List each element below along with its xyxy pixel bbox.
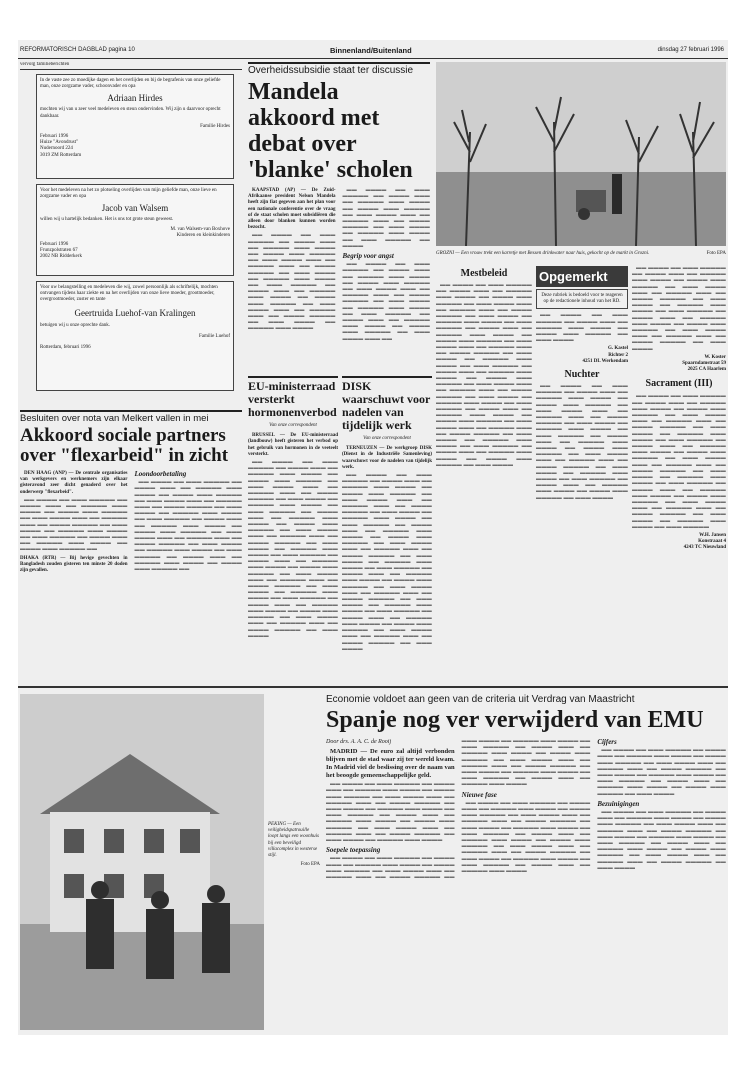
body-text: ▬▬ ▬▬▬▬ ▬▬ ▬▬▬ ▬▬▬▬▬ ▬▬ ▬▬▬▬ ▬▬▬ ▬▬ ▬▬▬▬▬ ▬▬▬ ▬▬▬▬ ▬▬ ▬▬▬▬ ▬▬▬ ▬▬▬▬▬ ▬▬ ▬▬▬ ▬▬▬▬ ▬▬▬ ▬▬ ▬▬▬▬▬ ▬▬▬ ▬▬ ▬▬▬▬ ▬▬▬▬▬ ▬▬ ▬▬▬ ▬▬▬▬ ▬▬ ▬▬▬▬▬ ▬▬▬ ▬▬▬▬ ▬▬ ▬▬▬ ▬▬▬▬▬ ▬▬ ▬▬▬▬ ▬▬▬ ▬▬ ▬▬▬▬▬ ▬▬▬ ▬▬▬▬ ▬▬ ▬▬▬▬ ▬▬▬ ▬▬▬▬▬ ▬▬ ▬▬▬ ▬▬▬▬ ▬▬▬ ▬▬ ▬▬▬▬▬ ▬▬▬ ▬▬ ▬▬▬▬ ▬▬▬▬▬ ▬▬ ▬▬▬ ▬▬▬▬ ▬▬ ▬▬▬▬▬ ▬▬▬ ▬▬▬▬ ▬▬ ▬▬▬ ▬▬▬▬▬ ▬▬ ▬▬▬▬ ▬▬▬ ▬▬ ▬▬▬▬▬ ▬▬▬ ▬▬▬▬ ▬▬ ▬▬▬▬ ▬▬▬ ▬▬▬▬▬ ▬▬ ▬▬▬ ▬▬▬▬ ▬▬▬ ▬▬ ▬▬▬▬▬ ▬▬▬ ▬▬ ▬▬▬▬ ▬▬▬▬▬ ▬▬ ▬▬▬ ▬▬▬▬ ▬▬ ▬▬▬▬▬ ▬▬▬ ▬▬▬▬ ▬▬ ▬▬▬ ▬▬▬▬▬ ▬▬ ▬▬▬▬ ▬▬▬ ▬▬ ▬▬▬▬▬ ▬▬▬ ▬▬▬▬ ▬▬ ▬▬▬▬ ▬▬▬ ▬▬▬▬▬ ▬▬ ▬▬▬ ▬▬▬▬ ▬▬▬ ▬▬ ▬▬▬▬▬ ▬▬▬ ▬▬ ▬▬▬▬ ▬▬▬▬▬ ▬▬ ▬▬▬ ▬▬▬▬	[342, 473, 432, 652]
article-melkert	[20, 410, 242, 680]
article-kicker: Besluiten over nota van Melkert vallen in mei	[20, 410, 242, 424]
letter-sign: G. Kastel Richter 2 4251 DL Werkendam	[582, 346, 628, 364]
photo-grozni	[436, 62, 726, 260]
photo-caption	[268, 822, 320, 868]
letter-sign: W.H. Jansen Konstraaat 4 4243 TC Nieuwland	[683, 532, 726, 551]
article-subheading: Soepele toepassing	[326, 846, 381, 855]
deceased-name: Geertruida Luehof-van Kralingen	[74, 307, 196, 318]
letter-title: Nuchter	[564, 369, 600, 381]
page-header	[18, 40, 728, 59]
letter-body	[436, 283, 532, 469]
article-emu	[326, 694, 726, 1030]
body-text: ▬▬ ▬▬▬▬ ▬▬ ▬▬▬ ▬▬▬▬▬ ▬▬ ▬▬▬▬ ▬▬▬ ▬▬ ▬▬▬▬▬ ▬▬▬ ▬▬▬▬ ▬▬ ▬▬▬▬ ▬▬▬ ▬▬▬▬▬ ▬▬ ▬▬▬ ▬▬▬▬ ▬▬▬ ▬▬ ▬▬▬▬▬ ▬▬▬ ▬▬ ▬▬▬▬ ▬▬▬▬▬ ▬▬ ▬▬▬ ▬▬▬▬ ▬▬ ▬▬▬▬▬ ▬▬▬ ▬▬▬▬ ▬▬ ▬▬▬ ▬▬▬▬▬ ▬▬ ▬▬▬▬ ▬▬▬ ▬▬ ▬▬▬▬▬ ▬▬▬ ▬▬▬▬ ▬▬ ▬▬▬▬ ▬▬▬ ▬▬▬▬▬ ▬▬ ▬▬▬ ▬▬▬▬ ▬▬▬ ▬▬ ▬▬▬▬▬ ▬▬▬ ▬▬ ▬▬▬▬ ▬▬▬▬▬ ▬▬ ▬▬▬ ▬▬▬▬ ▬▬ ▬▬▬▬▬ ▬▬▬ ▬▬▬▬ ▬▬ ▬▬▬ ▬▬▬▬▬ ▬▬ ▬▬▬▬ ▬▬▬ ▬▬ ▬▬▬▬▬ ▬▬▬ ▬▬▬▬ ▬▬ ▬▬▬▬ ▬▬▬ ▬▬▬▬▬ ▬▬ ▬▬▬ ▬▬▬▬ ▬▬▬ ▬▬ ▬▬▬▬▬ ▬▬▬ ▬▬ ▬▬▬▬ ▬▬▬▬▬ ▬▬ ▬▬▬ ▬▬▬▬ ▬▬ ▬▬▬▬▬ ▬▬▬ ▬▬▬▬ ▬▬ ▬▬▬ ▬▬▬▬▬ ▬▬ ▬▬▬▬ ▬▬▬ ▬▬ ▬▬▬▬▬ ▬▬▬ ▬▬▬▬ ▬▬ ▬▬▬▬ ▬▬▬ ▬▬▬▬▬ ▬▬ ▬▬▬ ▬▬▬▬ ▬▬▬ ▬▬ ▬▬▬▬▬ ▬▬▬ ▬▬ ▬▬▬▬ ▬▬▬▬▬ ▬▬ ▬▬▬ ▬▬▬▬	[248, 460, 338, 639]
body-text: ▬▬ ▬▬▬▬ ▬▬ ▬▬▬ ▬▬▬▬▬ ▬▬ ▬▬▬▬ ▬▬▬ ▬▬ ▬▬▬▬▬ ▬▬▬ ▬▬▬▬ ▬▬ ▬▬▬▬ ▬▬▬ ▬▬▬▬▬ ▬▬ ▬▬▬ ▬▬▬▬ ▬▬▬ ▬▬ ▬▬▬▬▬ ▬▬▬ ▬▬ ▬▬▬▬ ▬▬▬▬▬ ▬▬ ▬▬▬ ▬▬▬▬ ▬▬ ▬▬▬▬▬ ▬▬▬ ▬▬▬▬ ▬▬ ▬▬▬ ▬▬▬▬▬ ▬▬ ▬▬▬▬ ▬▬▬ ▬▬ ▬▬▬▬▬ ▬▬▬ ▬▬▬▬ ▬▬ ▬▬▬▬ ▬▬▬ ▬▬▬▬▬ ▬▬ ▬▬▬ ▬▬▬▬ ▬▬▬ ▬▬ ▬▬▬▬▬ ▬▬▬ ▬▬ ▬▬▬▬ ▬▬▬▬▬ ▬▬ ▬▬▬ ▬▬▬▬ ▬▬ ▬▬▬▬▬ ▬▬▬ ▬▬▬▬ ▬▬ ▬▬▬ ▬▬▬▬▬ ▬▬ ▬▬▬▬ ▬▬▬ ▬▬ ▬▬▬▬▬ ▬▬▬ ▬▬▬▬ ▬▬ ▬▬▬▬ ▬▬▬ ▬▬▬▬▬ ▬▬ ▬▬▬ ▬▬▬▬	[536, 384, 628, 501]
letter-title: Mestbeleid	[460, 268, 508, 279]
family-notices	[20, 62, 242, 402]
body-text: ▬▬ ▬▬▬▬ ▬▬ ▬▬▬ ▬▬▬▬▬ ▬▬ ▬▬▬▬ ▬▬▬ ▬▬ ▬▬▬▬▬ ▬▬▬ ▬▬▬▬ ▬▬ ▬▬▬▬ ▬▬▬ ▬▬▬▬▬ ▬▬ ▬▬▬ ▬▬▬▬ ▬▬▬ ▬▬ ▬▬▬▬▬ ▬▬▬ ▬▬ ▬▬▬▬ ▬▬▬▬▬ ▬▬ ▬▬▬ ▬▬▬▬ ▬▬ ▬▬▬▬▬ ▬▬▬ ▬▬▬▬ ▬▬ ▬▬▬ ▬▬▬▬▬ ▬▬ ▬▬▬▬ ▬▬▬ ▬▬ ▬▬▬▬▬ ▬▬▬ ▬▬▬▬ ▬▬ ▬▬▬▬ ▬▬▬ ▬▬▬▬▬ ▬▬ ▬▬▬ ▬▬▬▬ ▬▬▬ ▬▬ ▬▬▬▬▬ ▬▬▬ ▬▬ ▬▬▬▬ ▬▬▬▬▬ ▬▬ ▬▬▬ ▬▬▬▬ ▬▬ ▬▬▬▬▬ ▬▬▬ ▬▬▬▬ ▬▬ ▬▬▬ ▬▬▬▬▬ ▬▬ ▬▬▬▬ ▬▬▬ ▬▬ ▬▬▬▬▬ ▬▬▬ ▬▬▬▬ ▬▬ ▬▬▬▬ ▬▬▬ ▬▬▬▬▬ ▬▬	[134, 480, 242, 573]
notice-text: Voor het medeleven na het zo plotseling overlijden van mijn geliefde man, onze lieve en zorgzame vader en opa	[40, 188, 217, 200]
notice-hirdes	[36, 74, 234, 179]
letter-sign: W. Koster Spaarndamstraat 59 2025 CA Haarlem	[682, 354, 726, 373]
letter-body	[632, 394, 726, 551]
article-body	[248, 433, 338, 640]
notice-address: Rotterdam, februari 1996	[40, 345, 91, 351]
byline: Van onze correspondent	[269, 423, 317, 428]
notice-thanks: mochten wij van u zeer veel medeleven en steun ondervinden. Wij zijn u daarvoor oprecht dankbaar.	[40, 107, 221, 119]
body-text: ▬▬ ▬▬▬▬ ▬▬ ▬▬▬ ▬▬▬▬▬ ▬▬ ▬▬▬▬ ▬▬▬ ▬▬ ▬▬▬▬▬ ▬▬▬ ▬▬▬▬ ▬▬ ▬▬▬▬ ▬▬▬ ▬▬▬▬▬ ▬▬ ▬▬▬ ▬▬▬▬ ▬▬▬ ▬▬ ▬▬▬▬▬ ▬▬▬ ▬▬ ▬▬▬▬ ▬▬▬▬▬ ▬▬ ▬▬▬ ▬▬▬▬ ▬▬ ▬▬▬▬▬ ▬▬▬ ▬▬▬▬ ▬▬ ▬▬▬ ▬▬▬▬▬ ▬▬ ▬▬▬▬ ▬▬▬ ▬▬ ▬▬▬▬▬ ▬▬▬ ▬▬▬▬ ▬▬ ▬▬▬▬ ▬▬▬ ▬▬▬▬▬ ▬▬	[20, 497, 128, 553]
body-text: ▬▬ ▬▬▬▬ ▬▬ ▬▬▬ ▬▬▬▬▬ ▬▬ ▬▬▬▬ ▬▬▬ ▬▬ ▬▬▬▬▬ ▬▬▬ ▬▬▬▬ ▬▬ ▬▬▬▬ ▬▬▬ ▬▬▬▬▬ ▬▬ ▬▬▬ ▬▬▬▬ ▬▬▬ ▬▬ ▬▬▬▬▬ ▬▬▬ ▬▬ ▬▬▬▬ ▬▬▬▬▬ ▬▬ ▬▬▬ ▬▬▬▬ ▬▬ ▬▬▬▬▬ ▬▬▬ ▬▬▬▬ ▬▬ ▬▬▬ ▬▬▬▬▬ ▬▬ ▬▬▬▬	[342, 188, 430, 249]
caption-text: PEKING — Een veiligheidspatrouille loopt langs een woonhuis bij een beveiligd villacomplex in westerse stijl.	[268, 822, 319, 859]
article-lead: DEN HAAG (ANP) — De centrale organisaties van werkgevers en werknemers zijn elkaar gisteravond zeer dicht genaderd over het onderwerp "flexarbeid".	[20, 471, 128, 495]
notice-sign: Familie Hirdes	[200, 123, 230, 129]
body-text: ▬▬ ▬▬▬▬ ▬▬ ▬▬▬ ▬▬▬▬▬ ▬▬ ▬▬▬▬ ▬▬▬ ▬▬ ▬▬▬▬▬ ▬▬▬ ▬▬▬▬ ▬▬ ▬▬▬▬ ▬▬▬ ▬▬▬▬▬ ▬▬ ▬▬▬ ▬▬▬▬ ▬▬▬ ▬▬ ▬▬▬▬▬ ▬▬▬ ▬▬ ▬▬▬▬ ▬▬▬▬▬ ▬▬ ▬▬▬ ▬▬▬▬ ▬▬ ▬▬▬▬▬ ▬▬▬ ▬▬▬▬ ▬▬ ▬▬▬ ▬▬▬▬▬ ▬▬ ▬▬▬▬ ▬▬▬ ▬▬ ▬▬▬▬▬ ▬▬▬ ▬▬▬▬ ▬▬ ▬▬▬▬ ▬▬▬ ▬▬▬▬▬ ▬▬ ▬▬▬ ▬▬▬▬ ▬▬▬ ▬▬	[342, 262, 430, 342]
letter-body	[632, 266, 726, 373]
letter-mestbeleid	[436, 266, 532, 680]
article-headline: Akkoord sociale partners over "flexarbeid" in zicht	[20, 425, 229, 466]
body-text: ▬▬ ▬▬▬▬ ▬▬ ▬▬▬ ▬▬▬▬▬ ▬▬ ▬▬▬▬ ▬▬▬ ▬▬ ▬▬▬▬▬ ▬▬▬ ▬▬▬▬ ▬▬ ▬▬▬▬ ▬▬▬ ▬▬▬▬▬ ▬▬ ▬▬▬ ▬▬▬▬ ▬▬▬ ▬▬ ▬▬▬▬▬ ▬▬▬ ▬▬ ▬▬▬▬ ▬▬▬▬▬ ▬▬ ▬▬▬ ▬▬▬▬ ▬▬ ▬▬▬▬▬ ▬▬▬ ▬▬▬▬ ▬▬ ▬▬▬ ▬▬▬▬▬ ▬▬ ▬▬▬▬ ▬▬▬ ▬▬ ▬▬▬▬▬ ▬▬▬ ▬▬▬▬ ▬▬ ▬▬▬▬ ▬▬▬ ▬▬▬▬▬ ▬▬ ▬▬▬ ▬▬▬▬ ▬▬▬ ▬▬ ▬▬▬▬▬ ▬▬▬ ▬▬ ▬▬▬▬ ▬▬▬▬▬ ▬▬ ▬▬▬ ▬▬▬▬	[632, 266, 726, 352]
article-body	[248, 188, 430, 372]
notice-text: In de vaste zee zo moedijke dagen en het overlijden en bij de begrafenis van onze geliefde man, onze zorgzame vader, schoonvader en opa	[40, 78, 221, 90]
notice-sign: M. van Walsem-van Boxhove Kinderen en kleinkinderen	[170, 226, 230, 238]
letter-title: Sacrament (III)	[645, 378, 713, 390]
article-kicker: Economie voldoet aan geen van de criteria uit Verdrag van Maastricht	[326, 694, 635, 705]
opgemerkt-box	[536, 266, 628, 287]
paper-name: REFORMATORISCH DAGBLAD pagina 10	[20, 47, 135, 53]
article-mandela	[248, 62, 430, 372]
article-body	[20, 471, 242, 676]
body-text: ▬▬ ▬▬▬▬ ▬▬ ▬▬▬ ▬▬▬▬▬ ▬▬ ▬▬▬▬ ▬▬▬ ▬▬ ▬▬▬▬▬ ▬▬▬ ▬▬▬▬ ▬▬ ▬▬▬▬ ▬▬▬ ▬▬▬▬▬ ▬▬ ▬▬▬ ▬▬▬▬ ▬▬▬ ▬▬ ▬▬▬▬▬ ▬▬▬ ▬▬ ▬▬▬▬ ▬▬▬▬▬ ▬▬ ▬▬▬ ▬▬▬▬ ▬▬ ▬▬▬▬▬ ▬▬▬ ▬▬▬▬ ▬▬ ▬▬▬ ▬▬▬▬▬ ▬▬ ▬▬▬▬ ▬▬▬ ▬▬ ▬▬▬▬▬ ▬▬▬ ▬▬▬▬ ▬▬ ▬▬▬▬ ▬▬▬ ▬▬▬▬▬ ▬▬ ▬▬▬ ▬▬▬▬	[597, 748, 726, 797]
letter-body	[536, 313, 628, 365]
article-lead: BRUSSEL — De EU-ministerraad (landbouw) heeft gisteren het verbod op het gebruik van hormonen in de veeteelt versterkt.	[248, 433, 338, 457]
opgemerkt-title: Opgemerkt	[539, 269, 608, 284]
article-subheading: Bezuinigingen	[597, 799, 640, 808]
article-lead: KAAPSTAD (AP) — De Zuid-Afrikaanse president Nelson Mandela heeft zijn fiat gegeven aan het plan voor een nationale conferentie over de vraag of de staat scholen moet subsidiëren die alleen door blanken kunnen worden bezocht.	[248, 188, 336, 231]
article-subheading: Cijfers	[597, 738, 617, 746]
article-headline: Mandela akkoord met debat over 'blanke' scholen	[248, 79, 413, 183]
news-brief: DHAKA (RTR) — Bij hevige gevechten in Bangladesh zouden gisteren ten minste 20 doden zijn gevallen.	[20, 555, 128, 574]
article-headline: DISK waarschuwt voor nadelen van tijdelijk werk	[342, 376, 432, 432]
notice-luehof	[36, 281, 234, 391]
body-text: ▬▬ ▬▬▬▬ ▬▬ ▬▬▬ ▬▬▬▬▬ ▬▬ ▬▬▬▬ ▬▬▬ ▬▬ ▬▬▬▬▬ ▬▬▬ ▬▬▬▬ ▬▬ ▬▬▬▬ ▬▬▬ ▬▬▬▬▬ ▬▬ ▬▬▬ ▬▬▬▬ ▬▬▬ ▬▬ ▬▬▬▬▬ ▬▬▬ ▬▬ ▬▬▬▬ ▬▬▬▬▬ ▬▬ ▬▬▬ ▬▬▬▬ ▬▬ ▬▬▬▬▬ ▬▬▬ ▬▬▬▬ ▬▬ ▬▬▬ ▬▬▬▬▬ ▬▬ ▬▬▬▬ ▬▬▬ ▬▬ ▬▬▬▬▬ ▬▬▬ ▬▬▬▬ ▬▬ ▬▬▬▬ ▬▬▬ ▬▬▬▬▬ ▬▬ ▬▬▬ ▬▬▬▬ ▬▬▬ ▬▬ ▬▬▬▬▬ ▬▬▬ ▬▬ ▬▬▬▬ ▬▬▬▬▬ ▬▬ ▬▬▬ ▬▬▬▬ ▬▬ ▬▬▬▬▬ ▬▬▬ ▬▬▬▬ ▬▬ ▬▬▬ ▬▬▬▬▬ ▬▬ ▬▬▬▬ ▬▬▬ ▬▬ ▬▬▬▬▬ ▬▬▬ ▬▬▬▬ ▬▬ ▬▬▬▬ ▬▬▬ ▬▬▬▬▬ ▬▬ ▬▬▬ ▬▬▬▬ ▬▬▬ ▬▬ ▬▬▬▬▬ ▬▬▬ ▬▬ ▬▬▬▬ ▬▬▬▬▬ ▬▬ ▬▬▬ ▬▬▬▬ ▬▬ ▬▬▬▬▬ ▬▬▬ ▬▬▬▬ ▬▬ ▬▬▬ ▬▬▬▬▬ ▬▬ ▬▬▬▬ ▬▬▬ ▬▬ ▬▬▬▬▬ ▬▬▬ ▬▬▬▬ ▬▬ ▬▬▬▬ ▬▬▬ ▬▬▬▬▬ ▬▬ ▬▬▬ ▬▬▬▬ ▬▬▬ ▬▬ ▬▬▬▬▬ ▬▬▬ ▬▬ ▬▬▬▬ ▬▬▬▬▬ ▬▬ ▬▬▬ ▬▬▬▬ ▬▬ ▬▬▬▬▬ ▬▬▬ ▬▬▬▬ ▬▬ ▬▬▬ ▬▬▬▬▬ ▬▬ ▬▬▬▬ ▬▬▬ ▬▬ ▬▬▬▬▬ ▬▬▬ ▬▬▬▬ ▬▬ ▬▬▬▬ ▬▬▬ ▬▬▬▬▬ ▬▬ ▬▬▬ ▬▬▬▬	[436, 283, 532, 468]
section-divider	[18, 686, 728, 688]
peking-photo-image	[20, 694, 264, 1030]
body-text: ▬▬ ▬▬▬▬ ▬▬ ▬▬▬ ▬▬▬▬▬ ▬▬ ▬▬▬▬ ▬▬▬ ▬▬ ▬▬▬▬▬ ▬▬▬ ▬▬▬▬ ▬▬ ▬▬▬▬ ▬▬▬ ▬▬▬▬▬ ▬▬ ▬▬▬ ▬▬▬▬ ▬▬▬ ▬▬ ▬▬▬▬▬ ▬▬▬ ▬▬ ▬▬▬▬ ▬▬▬▬▬ ▬▬ ▬▬▬ ▬▬▬▬ ▬▬ ▬▬▬▬▬ ▬▬▬ ▬▬▬▬ ▬▬ ▬▬▬ ▬▬▬▬▬ ▬▬ ▬▬▬▬ ▬▬▬ ▬▬ ▬▬▬▬▬ ▬▬▬ ▬▬▬▬ ▬▬ ▬▬▬▬ ▬▬▬ ▬▬▬▬▬ ▬▬ ▬▬▬ ▬▬▬▬ ▬▬▬ ▬▬ ▬▬▬▬▬ ▬▬▬ ▬▬ ▬▬▬▬ ▬▬▬▬▬ ▬▬ ▬▬▬ ▬▬▬▬ ▬▬ ▬▬▬▬▬ ▬▬▬ ▬▬▬▬ ▬▬ ▬▬▬ ▬▬▬▬▬ ▬▬ ▬▬▬▬ ▬▬▬ ▬▬ ▬▬▬▬▬ ▬▬▬ ▬▬▬▬	[461, 800, 591, 875]
notice-address: Februari 1996 Frunzpolstraten 67 2002 NB Ridderkerk	[40, 242, 82, 260]
body-text: ▬▬ ▬▬▬▬ ▬▬ ▬▬▬ ▬▬▬▬▬ ▬▬ ▬▬▬▬ ▬▬▬ ▬▬ ▬▬▬▬▬ ▬▬▬ ▬▬▬▬ ▬▬ ▬▬▬▬ ▬▬▬ ▬▬▬▬▬ ▬▬ ▬▬▬ ▬▬▬▬ ▬▬▬ ▬▬ ▬▬▬▬▬ ▬▬▬ ▬▬ ▬▬▬▬ ▬▬▬▬▬ ▬▬ ▬▬▬ ▬▬▬▬ ▬▬ ▬▬▬▬▬ ▬▬▬ ▬▬▬▬ ▬▬ ▬▬▬ ▬▬▬▬▬ ▬▬ ▬▬▬▬ ▬▬▬ ▬▬ ▬▬▬▬▬ ▬▬▬ ▬▬▬▬ ▬▬ ▬▬▬▬ ▬▬▬ ▬▬▬▬▬ ▬▬ ▬▬▬ ▬▬▬▬ ▬▬▬ ▬▬ ▬▬▬▬▬ ▬▬▬ ▬▬ ▬▬▬▬ ▬▬▬▬▬ ▬▬ ▬▬▬ ▬▬▬▬ ▬▬ ▬▬▬▬▬ ▬▬▬ ▬▬▬▬ ▬▬ ▬▬▬ ▬▬▬▬▬ ▬▬ ▬▬▬▬ ▬▬▬ ▬▬ ▬▬▬▬▬ ▬▬▬ ▬▬▬▬ ▬▬ ▬▬▬▬ ▬▬▬ ▬▬▬▬▬ ▬▬ ▬▬▬ ▬▬▬▬ ▬▬▬ ▬▬ ▬▬▬▬▬ ▬▬▬ ▬▬ ▬▬▬▬ ▬▬▬▬▬ ▬▬ ▬▬▬ ▬▬▬▬ ▬▬ ▬▬▬▬▬ ▬▬▬ ▬▬▬▬ ▬▬ ▬▬▬ ▬▬▬▬▬	[632, 394, 726, 530]
article-subheading: Nieuwe fase	[461, 790, 497, 799]
notice-address: Februari 1996 Huize "Avondrust" Nudernoord 224 3019 ZM Rotterdam	[40, 134, 82, 158]
article-headline: EU-ministerraad versterkt hormonenverbod	[248, 376, 338, 419]
article-headline: Spanje nog ver verwijderd van EMU	[326, 707, 704, 733]
column-opgemerkt-nuchter	[536, 266, 628, 680]
article-lead: MADRID — De euro zal altijd verbonden blijven met de stad waar zij ter wereld kwam. In Madrid viel de beslissing over de naam van het beoogde gemeenschappelijke geld.	[326, 748, 455, 780]
notice-sign: Familie Luehof	[199, 333, 230, 339]
deceased-name: Adriaan Hirdes	[107, 93, 163, 104]
article-lead: TERNEUZEN — De werkgroep DISK (Dienst in de Industriële Samenleving) waarschuwt voor de nadelen van tijdelijk werk.	[342, 446, 432, 470]
grozni-photo-image	[436, 62, 726, 246]
article-subheading: Begrip voor angst	[342, 252, 394, 261]
photo-credit: Foto EPA	[300, 862, 320, 868]
newspaper-page	[18, 40, 728, 1035]
section-title: Binnenland/Buitenland	[330, 46, 412, 55]
notice-text: Voor uw belangstelling en medeleven die wij, zowel persoonlijk als schriftelijk, mochten ontvangen tijdens haar ziekte en na het overlijden van onze lieve moeder, grootmoeder, overgrootmoeder, zuster en tante	[40, 285, 218, 303]
notice-thanks: betuigen wij u onze oprechte dank.	[40, 322, 110, 328]
byline: Door drs. A. A. C. de Rooij	[326, 739, 392, 745]
photo-credit: Foto EPA	[706, 251, 726, 256]
body-text: ▬▬ ▬▬▬▬ ▬▬ ▬▬▬ ▬▬▬▬▬ ▬▬ ▬▬▬▬ ▬▬▬ ▬▬ ▬▬▬▬▬ ▬▬▬ ▬▬▬▬ ▬▬ ▬▬▬▬ ▬▬▬ ▬▬▬▬▬ ▬▬ ▬▬▬ ▬▬▬▬ ▬▬▬ ▬▬ ▬▬▬▬▬ ▬▬▬ ▬▬ ▬▬▬▬ ▬▬▬▬▬ ▬▬ ▬▬▬ ▬▬▬▬ ▬▬ ▬▬▬▬▬ ▬▬▬ ▬▬▬▬ ▬▬ ▬▬▬ ▬▬▬▬▬ ▬▬ ▬▬▬▬ ▬▬▬ ▬▬ ▬▬▬▬▬ ▬▬▬ ▬▬▬▬ ▬▬ ▬▬▬▬ ▬▬▬ ▬▬▬▬▬ ▬▬ ▬▬▬ ▬▬▬▬ ▬▬▬ ▬▬ ▬▬▬▬▬ ▬▬▬ ▬▬ ▬▬▬▬ ▬▬▬▬▬ ▬▬ ▬▬▬ ▬▬▬▬ ▬▬ ▬▬▬▬▬ ▬▬▬ ▬▬▬▬	[326, 782, 455, 844]
article-disk	[342, 376, 432, 680]
article-subheading: Loondoorbetaling	[134, 470, 187, 478]
article-body	[326, 739, 726, 1025]
issue-date: dinsdag 27 februari 1996	[657, 47, 724, 53]
body-text: ▬▬ ▬▬▬▬ ▬▬ ▬▬▬ ▬▬▬▬▬ ▬▬ ▬▬▬▬ ▬▬▬ ▬▬ ▬▬▬▬▬ ▬▬▬ ▬▬▬▬ ▬▬ ▬▬▬▬ ▬▬▬ ▬▬▬▬▬ ▬▬ ▬▬▬ ▬▬▬▬ ▬▬▬ ▬▬ ▬▬▬▬▬ ▬▬▬ ▬▬ ▬▬▬▬ ▬▬▬▬▬ ▬▬ ▬▬▬ ▬▬▬▬ ▬▬ ▬▬▬▬▬ ▬▬▬ ▬▬▬▬ ▬▬ ▬▬▬ ▬▬▬▬▬ ▬▬ ▬▬▬▬ ▬▬▬ ▬▬ ▬▬▬▬▬ ▬▬▬ ▬▬▬▬ ▬▬ ▬▬▬▬ ▬▬▬ ▬▬▬▬▬ ▬▬ ▬▬▬ ▬▬▬▬ ▬▬▬ ▬▬ ▬▬▬▬▬ ▬▬▬ ▬▬ ▬▬▬▬ ▬▬▬▬▬ ▬▬ ▬▬▬ ▬▬▬▬ ▬▬ ▬▬▬▬▬ ▬▬▬ ▬▬▬▬ ▬▬ ▬▬▬ ▬▬▬▬▬ ▬▬ ▬▬▬▬ ▬▬▬ ▬▬ ▬▬▬▬▬ ▬▬▬ ▬▬▬▬	[326, 739, 591, 881]
article-eu-hormones	[248, 376, 338, 680]
opgemerkt-text: Deze rubriek is bedoeld voor te reageren op de redactionele inhoud van het RD.	[536, 289, 628, 309]
letter-sacrament	[632, 266, 726, 680]
letter-body	[536, 384, 628, 502]
photo-caption	[436, 251, 726, 257]
deceased-name: Jacob van Walsem	[101, 203, 169, 214]
article-kicker: Overheidssubsidie staat ter discussie	[248, 62, 430, 76]
caption-text: GROZNI — Een vrouw trekt een karretje met Bessen drinkwater naar huis, gekocht op de markt in Grozni.	[436, 251, 650, 256]
article-body	[342, 446, 432, 653]
photo-peking	[20, 694, 320, 1030]
family-label: vervolg familieberichten	[20, 62, 242, 70]
notice-walsem	[36, 184, 234, 276]
body-text: ▬▬ ▬▬▬▬ ▬▬ ▬▬▬ ▬▬▬▬▬ ▬▬ ▬▬▬▬ ▬▬▬ ▬▬ ▬▬▬▬▬ ▬▬▬ ▬▬▬▬ ▬▬ ▬▬▬▬ ▬▬▬ ▬▬▬▬▬ ▬▬ ▬▬▬ ▬▬▬▬	[536, 313, 628, 344]
byline: Van onze correspondent	[363, 436, 411, 441]
body-text: ▬▬ ▬▬▬▬ ▬▬ ▬▬▬ ▬▬▬▬▬ ▬▬ ▬▬▬▬ ▬▬▬ ▬▬ ▬▬▬▬▬ ▬▬▬ ▬▬▬▬ ▬▬ ▬▬▬▬ ▬▬▬ ▬▬▬▬▬ ▬▬ ▬▬▬ ▬▬▬▬ ▬▬▬ ▬▬ ▬▬▬▬▬ ▬▬▬ ▬▬ ▬▬▬▬ ▬▬▬▬▬ ▬▬ ▬▬▬ ▬▬▬▬ ▬▬ ▬▬▬▬▬ ▬▬▬ ▬▬▬▬ ▬▬ ▬▬▬ ▬▬▬▬▬ ▬▬ ▬▬▬▬ ▬▬▬ ▬▬ ▬▬▬▬▬ ▬▬▬ ▬▬▬▬ ▬▬ ▬▬▬▬ ▬▬▬ ▬▬▬▬▬ ▬▬ ▬▬▬ ▬▬▬▬ ▬▬▬ ▬▬ ▬▬▬▬▬ ▬▬▬ ▬▬ ▬▬▬▬ ▬▬▬▬▬ ▬▬ ▬▬▬ ▬▬▬▬ ▬▬ ▬▬▬▬▬ ▬▬▬ ▬▬▬▬	[248, 233, 336, 332]
notice-thanks: willen wij u hartelijk bedanken. Het is ons tot grote steun geweest.	[40, 217, 174, 223]
body-text: ▬▬ ▬▬▬▬ ▬▬ ▬▬▬ ▬▬▬▬▬ ▬▬ ▬▬▬▬ ▬▬▬ ▬▬ ▬▬▬▬▬ ▬▬▬ ▬▬▬▬ ▬▬ ▬▬▬▬ ▬▬▬ ▬▬▬▬▬ ▬▬ ▬▬▬ ▬▬▬▬ ▬▬▬ ▬▬ ▬▬▬▬▬ ▬▬▬ ▬▬ ▬▬▬▬ ▬▬▬▬▬ ▬▬ ▬▬▬ ▬▬▬▬ ▬▬ ▬▬▬▬▬ ▬▬▬ ▬▬▬▬ ▬▬ ▬▬▬ ▬▬▬▬▬ ▬▬ ▬▬▬▬ ▬▬▬ ▬▬ ▬▬▬▬▬ ▬▬▬ ▬▬▬▬ ▬▬ ▬▬▬▬ ▬▬▬ ▬▬▬▬▬ ▬▬ ▬▬▬ ▬▬▬▬ ▬▬▬ ▬▬ ▬▬▬▬▬ ▬▬▬ ▬▬ ▬▬▬▬ ▬▬▬▬▬ ▬▬ ▬▬▬ ▬▬▬▬	[597, 810, 726, 871]
